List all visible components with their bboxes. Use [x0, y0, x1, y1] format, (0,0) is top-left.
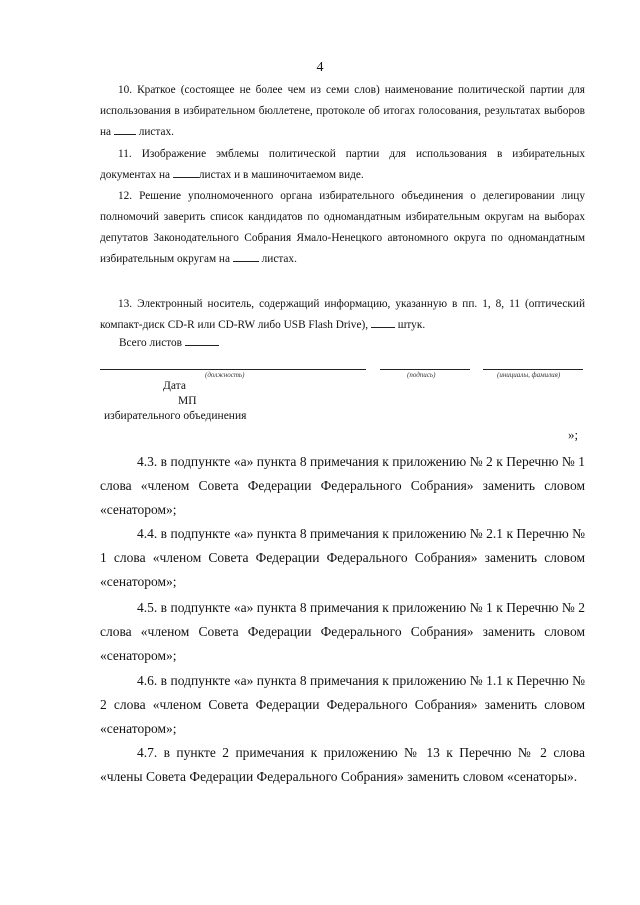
page-number: 4: [316, 60, 324, 75]
sheets-blank: [173, 167, 199, 178]
name-line: [483, 369, 583, 370]
item-12-suffix: листах.: [258, 253, 297, 265]
item-13: [100, 294, 585, 336]
total-sheets-label: Всего листов: [119, 337, 182, 349]
position-line: [100, 369, 366, 370]
name-caption: (инициалы, фамилия): [497, 371, 561, 379]
item-11: [100, 144, 585, 186]
stamp-mp: МП: [178, 395, 197, 407]
sheets-blank: [233, 251, 259, 262]
item-10-text: 10. Краткое (состоящее не более чем из семи слов) наименование политической партии для использования в избирательном бюллетене, протоколе об итогах голосования, результатах выборов на: [100, 84, 585, 138]
item-10: [100, 80, 585, 143]
stamp-org: избирательного объединения: [104, 410, 247, 422]
item-13-suffix: штук.: [394, 319, 426, 331]
closing-quote: »;: [568, 427, 579, 442]
item-12: [100, 186, 585, 270]
item-13-text: 13. Электронный носитель, содержащий информацию, указанную в пп. 1, 8, 11 (оптический компакт-диск CD-R или CD-RW либо USB Flash Drive),: [100, 298, 585, 331]
count-blank: [371, 317, 395, 328]
total-blank: [185, 335, 219, 346]
paragraph-4-6: 4.6. в подпункте «а» пункта 8 примечания к приложению № 1.1 к Перечню № 2 слова «членом Совета Федерации Федерального Собрания» заменить словом «сенатором»;: [100, 673, 585, 736]
signature-caption: (подпись): [407, 371, 436, 379]
total-sheets: [119, 335, 219, 349]
position-caption: (должность): [205, 371, 245, 379]
paragraph-4-7: 4.7. в пункте 2 примечания к приложению № 13 к Перечню № 2 слова «члены Совета Федерации Федерального Собрания» заменить словом «сенаторы».: [100, 745, 585, 784]
signature-line: [380, 369, 470, 370]
item-11-text: 11. Изображение эмблемы политической партии для использования в избирательных документах на: [100, 148, 585, 181]
sheets-blank: [114, 124, 136, 135]
item-10-suffix: листах.: [135, 126, 174, 138]
item-11-suffix: листах и в машиночитаемом виде.: [198, 169, 364, 181]
paragraph-4-5: 4.5. в подпункте «а» пункта 8 примечания к приложению № 1 к Перечню № 2 слова «членом Совета Федерации Федерального Собрания» заменить словом «сенатором»;: [100, 600, 585, 663]
paragraph-4-3: 4.3. в подпункте «а» пункта 8 примечания к приложению № 2 к Перечню № 1 слова «членом Совета Федерации Федерального Собрания» заменить словом «сенатором»;: [100, 454, 585, 517]
paragraph-4-4: 4.4. в подпункте «а» пункта 8 примечания к приложению № 2.1 к Перечню № 1 слова «членом Совета Федерации Федерального Собрания» заменить словом «сенатором»;: [100, 526, 585, 589]
date-label: Дата: [163, 380, 186, 392]
item-12-text: 12. Решение уполномоченного органа избирательного объединения о делегировании лицу полномочий заверить список кандидатов по одномандатным избирательным округам на выборах депутатов Законодательного Собрания Ямало-Ненецкого автономного округа по одномандатным избирательным округам на: [100, 190, 585, 265]
